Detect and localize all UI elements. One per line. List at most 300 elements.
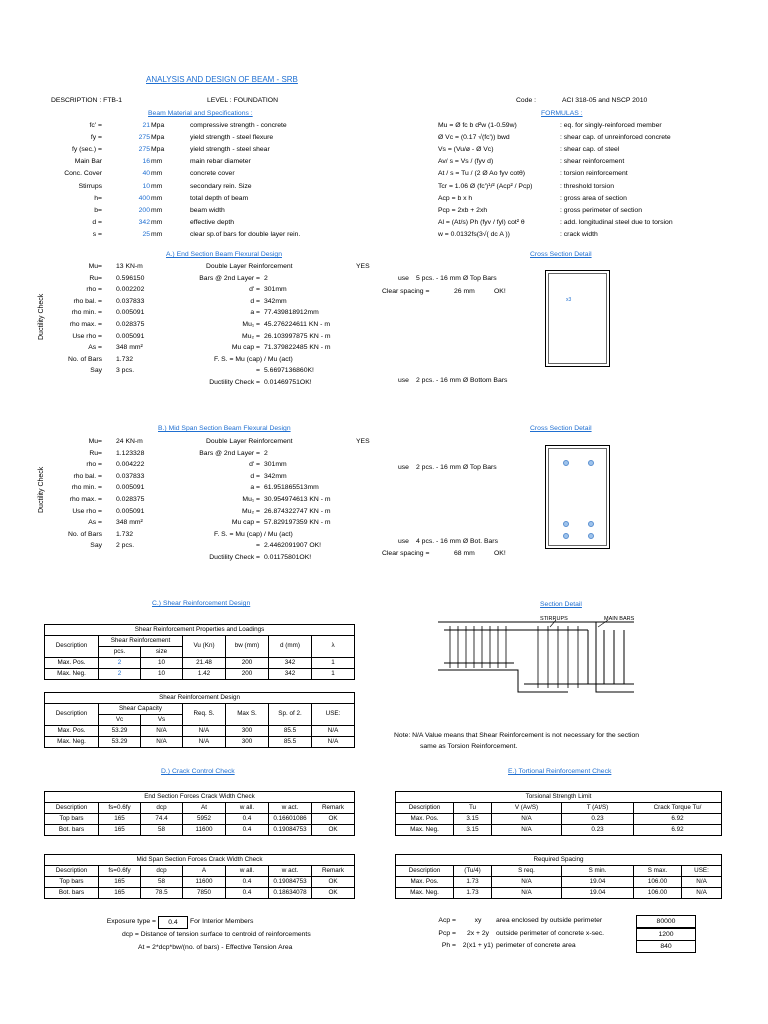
- table-row: [45, 825, 355, 836]
- mid-label: Mu₂ =: [242, 332, 260, 340]
- mid-value: 45.276224611 KN - m: [264, 321, 330, 328]
- table-cell: N/A: [492, 888, 562, 899]
- col-header: size: [141, 647, 183, 658]
- mid-label: Mu cap =: [231, 344, 260, 352]
- materials-title: Beam Material and Specifications :: [148, 110, 253, 117]
- table-cell: N/A: [183, 737, 226, 748]
- at-note: At = 2*dcp*bw/(no. of bars) - Effective Tension Area: [138, 944, 293, 951]
- table-cell: 74.4: [141, 814, 183, 825]
- table-cell: Max. Neg.: [396, 888, 454, 899]
- col-header: Description: [45, 636, 99, 658]
- row-value: 0.037833: [116, 472, 145, 480]
- section-a-yes: YES: [356, 263, 370, 270]
- mid-label: Double Layer Reinforcement: [206, 438, 293, 445]
- mid-label: d =: [250, 297, 260, 305]
- row-value: 0.028375: [116, 496, 145, 503]
- formula-desc: : shear reinforcement: [560, 158, 625, 166]
- main-bars-label: MAIN BARS: [604, 616, 635, 622]
- material-label: fc' =: [89, 122, 102, 129]
- table-cell: 300: [226, 726, 269, 737]
- row-label: No. of Bars: [68, 530, 102, 538]
- row-label: As =: [88, 344, 102, 352]
- row-label: As =: [88, 519, 102, 527]
- mid-label: Mu₁ =: [242, 496, 260, 503]
- formula-desc: : shear cap. of steel: [560, 146, 620, 154]
- col-header: Tu: [454, 803, 492, 814]
- formula-desc: : shear cap. of unreinforced concrete: [560, 134, 671, 142]
- table-row: [45, 726, 355, 737]
- row-value: 3 pcs.: [116, 367, 135, 375]
- table-row: [45, 737, 355, 748]
- area-value: 1200: [636, 928, 696, 941]
- description: DESCRIPTION : FTB-1: [51, 97, 122, 104]
- area-desc: outside perimeter of concrete x-sec.: [496, 929, 605, 937]
- material-desc: yield strength - steel shear: [190, 146, 270, 154]
- section-a-clear-ok: OK!: [494, 288, 506, 295]
- table-cell: Max. Pos.: [45, 726, 99, 737]
- table-cell: 5952: [183, 814, 226, 825]
- mid-label: Ductility Check =: [209, 379, 260, 386]
- mid-label: Bars @ 2nd Layer =: [199, 274, 260, 282]
- material-value: 40: [142, 170, 150, 178]
- section-a-clear-label: Clear spacing =: [382, 288, 430, 295]
- section-b-title: B.) Mid Span Section Beam Flexural Design: [158, 425, 291, 432]
- section-a-use1: use: [398, 275, 409, 282]
- formula-desc: : gross area of section: [560, 194, 627, 202]
- section-a-clear-value: 26 mm: [454, 288, 475, 295]
- table-cell: 106.00: [634, 877, 682, 888]
- material-value: 10: [142, 182, 150, 190]
- table-cell: 1.42: [183, 669, 226, 680]
- material-value: 342: [138, 218, 150, 226]
- table-title: Torsional Strength Limit: [396, 792, 722, 803]
- formula-desc: : crack width: [560, 230, 598, 238]
- table-cell: 58: [141, 877, 183, 888]
- col-header: USE:: [682, 866, 722, 877]
- area-desc: perimeter of concrete area: [496, 942, 576, 949]
- table-row: [45, 814, 355, 825]
- shear-design-table: [44, 692, 355, 748]
- table-cell: 0.4: [226, 888, 269, 899]
- section-a-detail-title: Cross Section Detail: [530, 251, 592, 258]
- table-row: [396, 888, 722, 899]
- table-cell: Max. Pos.: [396, 877, 454, 888]
- row-label: Use rho =: [72, 332, 102, 340]
- material-unit: Mpa: [151, 134, 165, 142]
- table-cell: 0.16601086: [269, 814, 312, 825]
- row-label: rho min. =: [71, 484, 102, 492]
- col-header: Remark: [312, 866, 355, 877]
- table-cell: 200: [226, 658, 269, 669]
- row-label: rho bal. =: [73, 472, 102, 480]
- table-title: Shear Reinforcement Properties and Loadings: [45, 625, 355, 636]
- area-value: 80000: [636, 915, 696, 928]
- table-cell: 2: [99, 658, 141, 669]
- section-a-use2-value: 2 pcs. - 16 mm Ø Bottom Bars: [416, 377, 508, 384]
- mid-label: d' =: [249, 461, 260, 469]
- table-cell: 1: [312, 658, 355, 669]
- col-header: fs=0.6fy: [99, 866, 141, 877]
- material-desc: compressive strength - concrete: [190, 122, 287, 129]
- col-header: w all.: [226, 803, 269, 814]
- table-cell: 0.4: [226, 877, 269, 888]
- row-value: 0.596150: [116, 274, 145, 282]
- row-label: Mu=: [88, 263, 102, 270]
- table-cell: 1.73: [454, 888, 492, 899]
- section-detail-title: Section Detail: [540, 601, 582, 608]
- col-header: d (mm): [269, 636, 312, 658]
- table-cell: OK: [312, 888, 355, 899]
- col-header: w act.: [269, 803, 312, 814]
- table-cell: 10: [141, 658, 183, 669]
- rebar-bot-left-upper: [563, 521, 569, 527]
- dcp-note: dcp = Distance of tension surface to centroid of reinforcements: [122, 931, 311, 938]
- mid-value: 71.379822485 KN - m: [264, 344, 331, 352]
- mid-value: 26.103997875 KN - m: [264, 332, 331, 340]
- mid-label: Mu cap =: [231, 519, 260, 527]
- table-cell: 1: [312, 669, 355, 680]
- material-value: 275: [138, 134, 150, 142]
- material-label: Conc. Cover: [64, 170, 102, 178]
- col-header: S min.: [562, 866, 634, 877]
- material-value: 25: [142, 230, 150, 238]
- mid-label: d' =: [249, 286, 260, 294]
- table-cell: 342: [269, 669, 312, 680]
- material-label: h=: [94, 194, 102, 202]
- col-header: w act.: [269, 866, 312, 877]
- col-header: Vc: [99, 715, 141, 726]
- page-title: ANALYSIS AND DESIGN OF BEAM - SRB: [146, 75, 298, 84]
- cross-section-b-outline: [545, 445, 610, 549]
- table-cell: 0.18634078: [269, 888, 312, 899]
- table-cell: N/A: [312, 737, 355, 748]
- mid-value: 2.4462091907 OK!: [264, 542, 322, 550]
- cross-section-a-mark: x3: [566, 297, 572, 303]
- table-cell: 19.04: [562, 888, 634, 899]
- formula: Al = (At/s) Ph (fyv / fyl) cot² θ: [438, 218, 525, 226]
- section-b-clear-label: Clear spacing =: [382, 550, 430, 557]
- formula: Pcp = 2xb + 2xh: [438, 206, 488, 214]
- material-label: Stirrups: [78, 182, 102, 190]
- table-title: Required Spacing: [396, 855, 722, 866]
- material-unit: Mpa: [151, 146, 165, 154]
- table-cell: 78.5: [141, 888, 183, 899]
- col-header: Description: [45, 803, 99, 814]
- row-value: 348 mm²: [116, 519, 143, 527]
- row-value: 0.028375: [116, 321, 145, 328]
- mid-label: =: [256, 542, 260, 550]
- section-a-use2: use: [398, 377, 409, 384]
- row-label: rho max. =: [69, 496, 102, 503]
- table-cell: 53.29: [99, 726, 141, 737]
- material-value: 16: [142, 158, 150, 166]
- mid-label: d =: [250, 472, 260, 480]
- section-a-use1-value: 5 pcs. - 16 mm Ø Top Bars: [416, 275, 497, 282]
- section-b-use2: use: [398, 538, 409, 545]
- material-desc: beam width: [190, 206, 225, 214]
- rebar-bot-right: [588, 533, 594, 539]
- col-header: S max.: [634, 866, 682, 877]
- section-a-title: A.) End Section Beam Flexural Design: [166, 251, 282, 258]
- mid-label: Mu₁ =: [242, 321, 260, 328]
- table-header-row: [396, 866, 722, 877]
- table-cell: 58: [141, 825, 183, 836]
- material-label: fy =: [90, 134, 102, 142]
- formula: Acp = b x h: [438, 194, 473, 202]
- table-cell: Top bars: [45, 814, 99, 825]
- col-header: Vu (Kn): [183, 636, 226, 658]
- table-cell: N/A: [141, 726, 183, 737]
- col-header: λ: [312, 636, 355, 658]
- table-title: End Section Forces Crack Width Check: [45, 792, 355, 803]
- mid-value: 30.954974613 KN - m: [264, 496, 331, 503]
- table-cell: 106.00: [634, 888, 682, 899]
- mid-label: Double Layer Reinforcement: [206, 263, 293, 270]
- row-value: 0.005091: [116, 484, 145, 492]
- mid-value: 2: [264, 274, 268, 282]
- shear-note-2: same as Torsion Reinforcement.: [420, 743, 518, 750]
- row-value: 24 KN-m: [116, 438, 143, 445]
- rebar-bot-left: [563, 533, 569, 539]
- torsional-strength-table: [395, 791, 722, 836]
- material-desc: effective depth: [190, 218, 235, 226]
- material-unit: mm: [151, 182, 163, 190]
- row-value: 1.732: [116, 355, 134, 363]
- section-b-use2-value: 4 pcs. - 16 mm Ø Bot. Bars: [416, 538, 498, 545]
- table-cell: 53.29: [99, 737, 141, 748]
- table-header-row: [45, 866, 355, 877]
- table-cell: 0.23: [562, 825, 634, 836]
- mid-value: 61.951865513mm: [264, 484, 319, 492]
- table-cell: 6.92: [634, 814, 722, 825]
- row-label: rho =: [86, 461, 102, 469]
- mid-label: F. S. = Mu (cap) / Mu (act): [214, 530, 293, 538]
- table-cell: N/A: [183, 726, 226, 737]
- material-value: 21: [142, 122, 150, 129]
- col-header: A: [183, 866, 226, 877]
- formula: w = 0.0132fs(3√( dc A )): [438, 230, 510, 238]
- col-header: At: [183, 803, 226, 814]
- mid-value: 0.01469751OK!: [264, 379, 312, 386]
- table-row: [45, 658, 355, 669]
- area-formula: 2(x1 + y1): [462, 942, 494, 949]
- area-label: Pcp =: [438, 929, 456, 937]
- table-cell: 85.5: [269, 737, 312, 748]
- mid-value: 57.829197359 KN - m: [264, 519, 331, 527]
- material-unit: mm: [151, 206, 163, 214]
- table-cell: 7850: [183, 888, 226, 899]
- table-cell: 165: [99, 825, 141, 836]
- row-label: rho =: [86, 286, 102, 294]
- table-cell: 19.04: [562, 877, 634, 888]
- section-b-use1: use: [398, 464, 409, 471]
- table-title: Shear Reinforcement Design: [45, 693, 355, 704]
- table-cell: OK: [312, 814, 355, 825]
- required-spacing-table: [395, 854, 722, 899]
- table-title: Mid Span Section Forces Crack Width Check: [45, 855, 355, 866]
- section-b-clear-value: 68 mm: [454, 550, 475, 557]
- formula-desc: : torsion reinforcement: [560, 170, 628, 178]
- area-desc: area enclosed by outside perimeter: [496, 917, 603, 924]
- table-cell: 6.92: [634, 825, 722, 836]
- table-header-row: [45, 803, 355, 814]
- material-desc: concrete cover: [190, 170, 235, 178]
- row-label: rho bal. =: [73, 297, 102, 305]
- table-cell: 3.15: [454, 825, 492, 836]
- material-label: b=: [94, 206, 102, 214]
- material-desc: yield strength - steel flexure: [190, 134, 274, 142]
- table-cell: 85.5: [269, 726, 312, 737]
- material-label: fy (sec.) =: [71, 146, 102, 154]
- table-cell: Max. Pos.: [396, 814, 454, 825]
- table-cell: 11600: [183, 877, 226, 888]
- material-desc: secondary rein. Size: [190, 182, 252, 190]
- table-cell: 165: [99, 888, 141, 899]
- col-header: T (At/S): [562, 803, 634, 814]
- col-header: (Tu/4): [454, 866, 492, 877]
- table-cell: N/A: [312, 726, 355, 737]
- area-value: 840: [636, 940, 696, 953]
- area-formula: xy: [474, 917, 482, 924]
- material-unit: mm: [151, 230, 163, 238]
- table-cell: 21.48: [183, 658, 226, 669]
- formula-desc: : threshold torsion: [560, 182, 615, 190]
- col-header: V (Av/S): [492, 803, 562, 814]
- row-label: rho min. =: [71, 309, 102, 317]
- formula: Av/ s = Vs / (fyv d): [438, 158, 494, 166]
- row-value: 13 KN-m: [116, 263, 143, 270]
- mid-value: 0.01175801OK!: [264, 554, 312, 561]
- col-header: Description: [45, 866, 99, 877]
- table-cell: Top bars: [45, 877, 99, 888]
- table-cell: N/A: [682, 877, 722, 888]
- table-cell: N/A: [492, 877, 562, 888]
- formulas-title: FORMULAS :: [541, 110, 583, 117]
- row-label: No. of Bars: [68, 355, 102, 363]
- table-cell: 165: [99, 877, 141, 888]
- table-cell: 342: [269, 658, 312, 669]
- material-value: 200: [138, 206, 150, 214]
- table-cell: Max. Neg.: [396, 825, 454, 836]
- row-label: Use rho =: [72, 507, 102, 515]
- table-cell: 0.19084753: [269, 877, 312, 888]
- table-cell: Bot. bars: [45, 825, 99, 836]
- rebar-top-left: [563, 460, 569, 466]
- col-header: USE:: [312, 704, 355, 726]
- row-value: 0.005091: [116, 309, 145, 317]
- table-cell: 10: [141, 669, 183, 680]
- mid-value: 301mm: [264, 461, 287, 469]
- cross-section-a-stirrup: [548, 273, 607, 364]
- table-cell: Max. Neg.: [45, 737, 99, 748]
- mid-label: Ductility Check =: [209, 554, 260, 561]
- col-header: Description: [45, 704, 99, 726]
- section-b-side-label: Ductility Check: [38, 466, 45, 513]
- row-value: 0.002202: [116, 286, 145, 294]
- shear-note-1: Note: N/A Value means that Shear Reinforcement is not necessary for the section: [394, 732, 640, 739]
- code-value: ACI 318-05 and NSCP 2010: [562, 97, 648, 104]
- shear-properties-table: [44, 624, 355, 680]
- row-label: Mu=: [88, 438, 102, 445]
- col-header: pcs.: [99, 647, 141, 658]
- mid-crack-width-table: [44, 854, 355, 899]
- end-crack-width-table: [44, 791, 355, 836]
- row-label: Ru=: [89, 449, 102, 457]
- table-cell: N/A: [492, 825, 562, 836]
- row-value: 0.005091: [116, 507, 145, 515]
- row-value: 0.004222: [116, 461, 145, 469]
- material-value: 400: [138, 194, 150, 202]
- table-row: [45, 888, 355, 899]
- row-value: 1.123328: [116, 449, 145, 457]
- rebar-top-right: [588, 460, 594, 466]
- cross-section-b-stirrup: [548, 448, 607, 546]
- table-cell: Max. Neg.: [45, 669, 99, 680]
- col-header: S req.: [492, 866, 562, 877]
- formula: At / s = Tu / (2 Ø Ao fyv cotθ): [438, 170, 526, 178]
- col-header: Max S.: [226, 704, 269, 726]
- row-value: 0.037833: [116, 297, 145, 305]
- table-cell: 165: [99, 814, 141, 825]
- material-desc: total depth of beam: [190, 194, 249, 202]
- mid-label: a =: [250, 309, 260, 317]
- rebar-bot-right-upper: [588, 521, 594, 527]
- col-header: dcp: [141, 803, 183, 814]
- cross-section-a-outline: [545, 270, 610, 367]
- col-header: dcp: [141, 866, 183, 877]
- beam-section-detail-drawing: [438, 610, 634, 698]
- table-cell: Bot. bars: [45, 888, 99, 899]
- section-c-title: C.) Shear Reinforcement Design: [152, 600, 251, 607]
- table-cell: N/A: [492, 814, 562, 825]
- table-cell: Max. Pos.: [45, 658, 99, 669]
- section-a-side-label: Ductility Check: [38, 293, 45, 340]
- material-unit: Mpa: [151, 122, 165, 129]
- section-b-use1-value: 2 pcs. - 16 mm Ø Top Bars: [416, 464, 497, 471]
- col-header: Shear Capacity: [99, 704, 183, 715]
- mid-value: 5.6697136860K!: [264, 367, 314, 375]
- mid-value: 77.439818912mm: [264, 309, 319, 317]
- table-cell: 2: [99, 669, 141, 680]
- mid-label: Bars @ 2nd Layer =: [199, 449, 260, 457]
- exposure-input[interactable]: 0.4: [158, 916, 188, 929]
- col-header: Vs: [141, 715, 183, 726]
- row-value: 2 pcs.: [116, 542, 135, 550]
- table-cell: 0.23: [562, 814, 634, 825]
- col-header: Sp. of 2.: [269, 704, 312, 726]
- material-unit: mm: [151, 218, 163, 226]
- material-unit: mm: [151, 194, 163, 202]
- mid-value: 342mm: [264, 472, 287, 480]
- mid-value: 26.874322747 KN - m: [264, 507, 331, 515]
- mid-value: 342mm: [264, 297, 287, 305]
- exposure-desc: For Interior Members: [190, 918, 254, 925]
- row-value: 348 mm²: [116, 344, 143, 352]
- table-cell: 300: [226, 737, 269, 748]
- formula: Mu = Ø fc b d²w (1-0.59w): [438, 122, 517, 129]
- table-cell: N/A: [682, 888, 722, 899]
- formula: Vs = (Vu/ø - Ø Vc): [438, 146, 494, 154]
- table-cell: N/A: [141, 737, 183, 748]
- table-row: [396, 877, 722, 888]
- material-label: d =: [92, 218, 102, 226]
- material-unit: mm: [151, 158, 163, 166]
- table-cell: 0.4: [226, 814, 269, 825]
- material-label: s =: [92, 230, 102, 238]
- formula: Ø Vc = (0.17 √(fc')) bwd: [438, 134, 510, 142]
- code-label: Code :: [516, 97, 537, 104]
- material-desc: clear sp.of bars for double layer rein.: [190, 230, 301, 238]
